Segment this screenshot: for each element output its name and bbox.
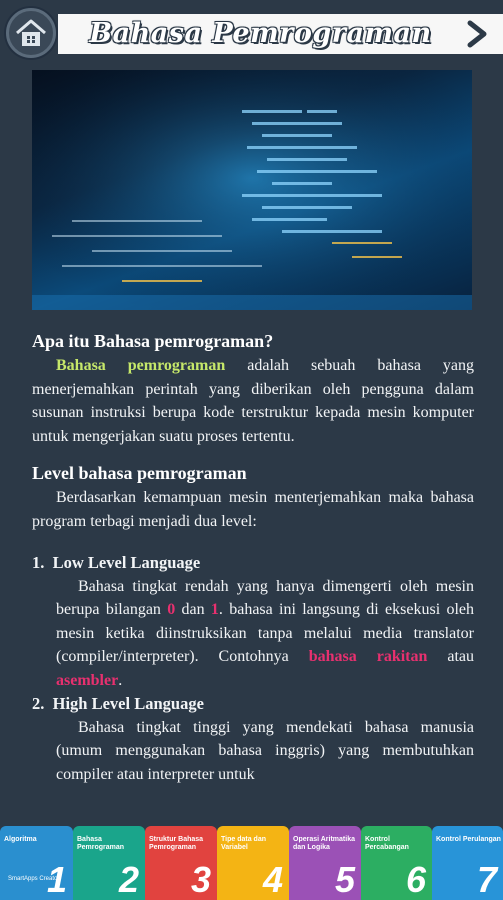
high-level-item xyxy=(32,692,474,786)
section-heading-levels: Level bahasa pemrograman xyxy=(32,463,247,483)
example2-highlight: asembler xyxy=(56,671,119,689)
low-level-label: Low Level Language xyxy=(52,553,201,572)
chevron-right-icon[interactable] xyxy=(461,18,493,50)
tab-label: Algoritma xyxy=(4,836,37,843)
tab-credit: SmartApps Creator xyxy=(8,876,60,882)
tab-number: 1 xyxy=(46,859,67,900)
low-text-b: . bahasa ini langsung di eksekusi oleh mesin ketika diinstruksikan tanpa melalui media translator (compiler/interpreter). Contohnya xyxy=(56,601,474,665)
title-band xyxy=(58,14,503,54)
tab-operasi-aritmatika[interactable] xyxy=(289,826,361,900)
tab-label: Kontrol Percabangan xyxy=(365,836,409,851)
tab-number: 4 xyxy=(262,859,283,900)
highlight-term: Bahasa pemrograman xyxy=(56,357,226,374)
top-bar xyxy=(0,0,503,64)
bottom-nav xyxy=(0,818,503,900)
high-level-text: Bahasa tingkat tinggi yang mendekati bahasa manusia (umum menggunakan bahasa inggris) yang membutuhkan compiler atau interpreter untuk xyxy=(56,718,474,783)
tab-tipe-data[interactable] xyxy=(217,826,289,900)
tab-label: Bahasa Pemrograman xyxy=(77,836,125,851)
tab-label: Kontrol Perulangan xyxy=(436,836,501,843)
tab-label: Operasi Aritmatika dan Logika xyxy=(293,836,355,851)
code-screen-image xyxy=(32,70,472,310)
tab-kontrol-percabangan[interactable] xyxy=(361,826,432,900)
content-area xyxy=(32,328,474,786)
tab-label: Struktur Bahasa Pemrograman xyxy=(149,836,204,851)
definition-paragraph xyxy=(32,354,474,448)
tab-algoritma[interactable] xyxy=(0,826,73,900)
home-button[interactable] xyxy=(6,8,56,58)
tab-number: 5 xyxy=(334,859,355,900)
low-level-number: 1. xyxy=(32,553,45,572)
low-level-title xyxy=(32,551,474,575)
tab-number: 7 xyxy=(476,859,497,900)
low-level-item xyxy=(32,551,474,692)
tab-number: 6 xyxy=(405,859,426,900)
and-text: dan xyxy=(181,601,205,618)
section-heading-what-is: Apa itu Bahasa pemrograman? xyxy=(32,331,274,351)
tab-kontrol-perulangan[interactable] xyxy=(432,826,503,900)
tab-number: 3 xyxy=(190,859,211,900)
tab-label: Tipe data dan Variabel xyxy=(221,836,266,851)
page-title: Bahasa Pemrograman xyxy=(89,18,432,49)
high-level-title xyxy=(32,692,474,716)
high-level-number: 2. xyxy=(32,694,45,713)
example1-highlight: bahasa rakitan xyxy=(308,648,428,665)
home-icon xyxy=(9,11,53,55)
high-level-label: High Level Language xyxy=(52,694,204,713)
tab-bahasa-pemrograman[interactable] xyxy=(73,826,145,900)
levels-intro: Berdasarkan kemampuan mesin menterjemahkan maka bahasa program terbagi menjadi dua level: xyxy=(32,489,474,530)
tab-number: 2 xyxy=(118,859,139,900)
one-highlight: 1 xyxy=(210,601,219,618)
tab-struktur-bahasa[interactable] xyxy=(145,826,217,900)
low-text-a: Bahasa tingkat rendah yang hanya dimengerti oleh mesin berupa bilangan xyxy=(56,577,474,618)
low-level-text xyxy=(32,575,474,693)
zero-highlight: 0 xyxy=(167,601,176,618)
definition-text: adalah sebuah bahasa yang menerjemahkan perintah yang diberikan oleh pengguna dalam susunan instruksi berupa kode terstruktur kepada mesin komputer untuk mengerjakan suatu proses tertentu. xyxy=(32,357,474,445)
low-end: . xyxy=(118,671,123,689)
or-text: atau xyxy=(447,648,475,665)
